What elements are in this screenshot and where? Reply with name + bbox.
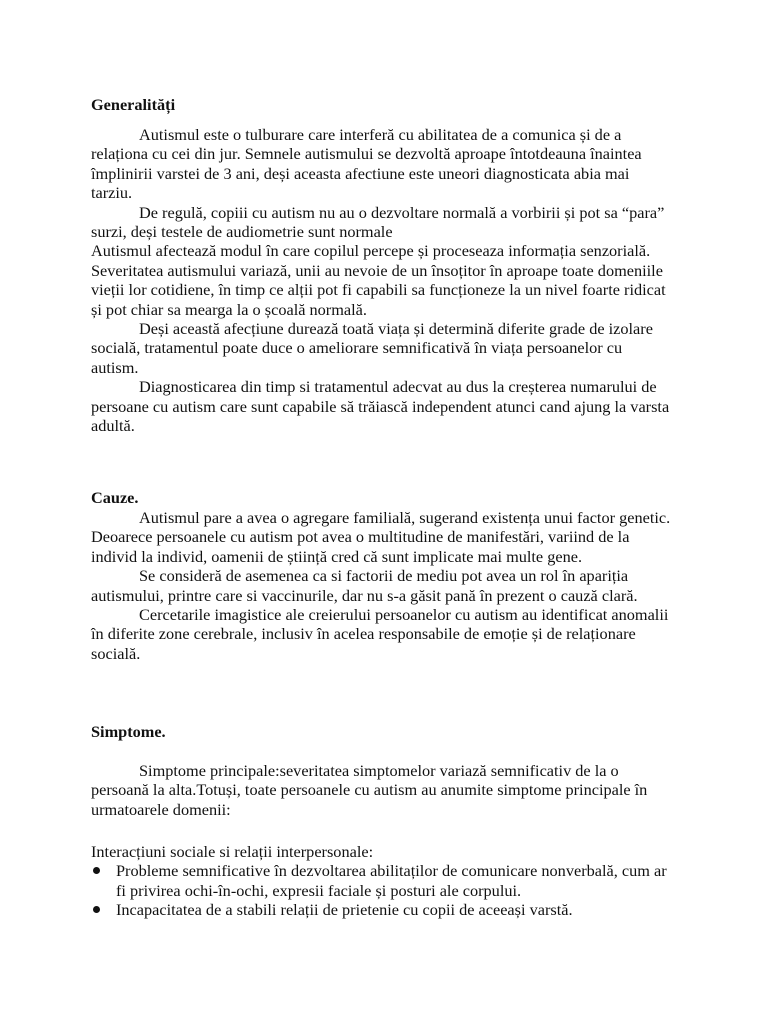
- bullet-list: [91, 861, 671, 919]
- section-title-generalitati: Generalități: [91, 95, 176, 114]
- section-title-simptome: Simptome.: [91, 722, 166, 741]
- paragraph: Autismul este o tulburare care interferă cu abilitatea de a comunica și de a relaționa cu cei din jur. Semnele autismului se dezvoltă aproape întotdeauna înaintea împlinirii varstei de 3 ani, deși aceasta afectiune este uneori diagnosticata abia mai tarziu.: [91, 125, 642, 203]
- section-body-simptome: [91, 761, 671, 819]
- paragraph: Autismul pare a avea o agregare familială, sugerand existența unui factor genetic. Deoarece persoanele cu autism pot avea o multitudine de manifestări, variind de la individ la individ, oamenii de știință cred că sunt implicate mai multe gene.: [91, 508, 671, 566]
- section-title-cauze: Cauze.: [91, 488, 139, 507]
- section-body-generalitati: [91, 125, 671, 436]
- paragraph: Se consideră de asemenea ca si factorii de mediu pot avea un rol în apariția autismului, printre care si vaccinurile, dar nu s-a găsit pană în prezent o cauză clară.: [91, 566, 638, 605]
- list-item: Incapacitatea de a stabili relații de prietenie cu copii de aceeași varstă.: [91, 900, 671, 919]
- paragraph: Cercetarile imagistice ale creierului persoanelor cu autism au identificat anomalii în diferite zone cerebrale, inclusiv în acelea responsabile de emoție și de relaționare socială.: [91, 605, 669, 663]
- paragraph: Autismul afectează modul în care copilul percepe și proceseaza informația senzorială. Severitatea autismului variază, unii au nevoie de un însoțitor în aproape toate domeniile vieții lor cotidiene, în timp ce alții pot fi capabili sa funcționeze la un nivel foarte ridicat și pot chiar sa mearga la o școală normală.: [91, 241, 666, 319]
- paragraph: Diagnosticarea din timp si tratamentul adecvat au dus la creșterea numarului de persoane cu autism care sunt capabile să trăiască independent atunci cand ajung la varsta adultă.: [91, 377, 670, 436]
- paragraph: Deși această afecțiune durează toată viața și determină diferite grade de izolare socială, tratamentul poate duce o ameliorare semnificativă în viața persoanelor cu autism.: [91, 319, 653, 377]
- list-item: Probleme semnificative în dezvoltarea abilitaților de comunicare nonverbală, cum ar fi privirea ochi-în-ochi, expresii faciale și posturi ale corpului.: [91, 861, 671, 900]
- section-body-cauze: [91, 508, 671, 663]
- list-subheading: Interacțiuni sociale si relații interpersonale:: [91, 842, 374, 861]
- paragraph: Simptome principale:severitatea simptomelor variază semnificativ de la o persoană la alta.Totuși, toate persoanele cu autism au anumite simptome principale în urmatoarele domenii:: [91, 761, 648, 819]
- symptom-list-section: [91, 842, 671, 920]
- paragraph: De regulă, copiii cu autism nu au o dezvoltare normală a vorbirii și pot sa “para” surzi, deși testele de audiometrie sunt normale: [91, 202, 665, 242]
